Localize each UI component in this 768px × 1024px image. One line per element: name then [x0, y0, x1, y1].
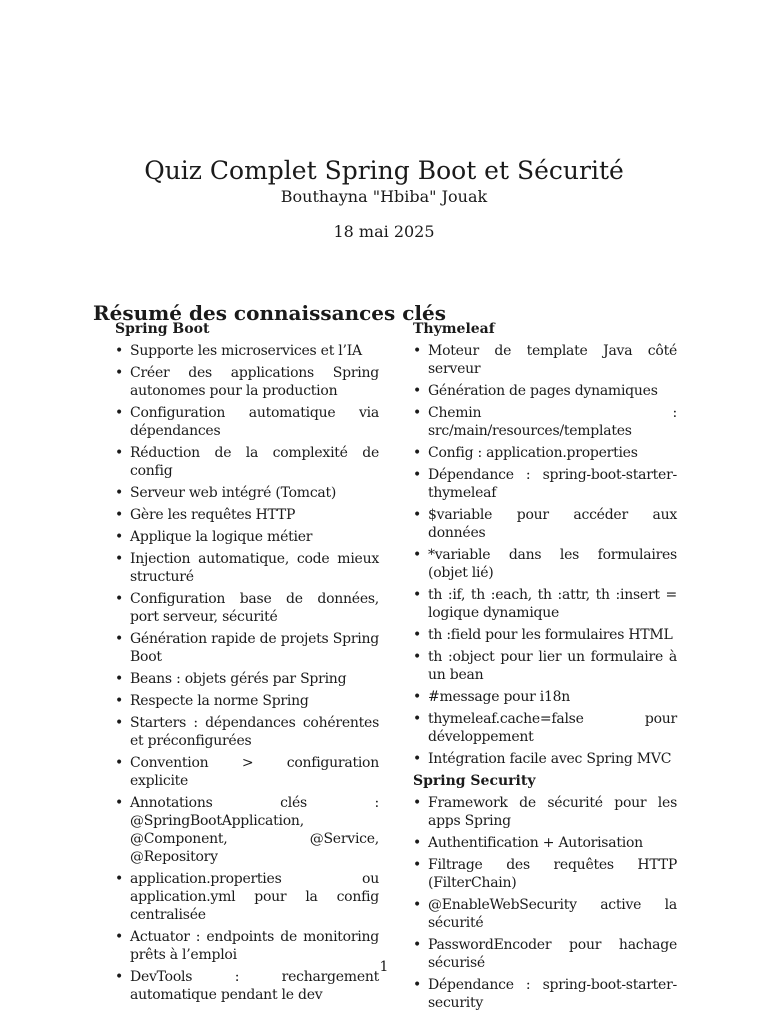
list-item: • thymeleaf.cache=false pour développement — [413, 710, 677, 746]
list-item: • $variable pour accéder aux données — [413, 506, 677, 542]
list-item: • PasswordEncoder pour hachage sécurisé — [413, 936, 677, 972]
spring-boot-heading: Spring Boot — [115, 321, 210, 337]
list-item: • Starters : dépendances cohérentes et préconfigurées — [115, 714, 379, 750]
list-item: • DevTools : rechargement automatique pendant le dev — [115, 968, 379, 1004]
list-item: • Injection automatique, code mieux structuré — [115, 550, 379, 586]
left-column — [115, 318, 379, 1008]
list-item: • Créer des applications Spring autonomes pour la production — [115, 364, 379, 400]
list-item: • Chemin : src/main/resources/templates — [413, 404, 677, 440]
list-item: • Framework de sécurité pour les apps Spring — [413, 794, 677, 830]
list-item: • Respecte la norme Spring — [115, 692, 379, 710]
list-item: • Applique la logique métier — [115, 528, 379, 546]
list-item: • Supporte les microservices et l’IA — [115, 342, 379, 360]
author: Bouthayna "Hbiba" Jouak — [280, 187, 488, 206]
list-item: • Configuration automatique via dépendances — [115, 404, 379, 440]
list-item: • Actuator : endpoints de monitoring prêts à l’emploi — [115, 928, 379, 964]
right-column — [413, 318, 677, 1016]
spring-boot-list — [115, 342, 379, 1004]
list-item: • Moteur de template Java côté serveur — [413, 342, 677, 378]
thymeleaf-list — [413, 342, 677, 768]
list-item: • *variable dans les formulaires (objet lié) — [413, 546, 677, 582]
list-item: • @EnableWebSecurity active la sécurité — [413, 896, 677, 932]
page-number: 1 — [379, 959, 389, 975]
list-item: • Beans : objets gérés par Spring — [115, 670, 379, 688]
list-item: • Gère les requêtes HTTP — [115, 506, 379, 524]
list-item: • Filtrage des requêtes HTTP (FilterChain) — [413, 856, 677, 892]
list-item: • #message pour i18n — [413, 688, 677, 706]
list-item: • th :field pour les formulaires HTML — [413, 626, 677, 644]
section-title: Résumé des connaissances clés — [93, 300, 446, 325]
list-item: • Dépendance : spring-boot-starter-thymeleaf — [413, 466, 677, 502]
date: 18 mai 2025 — [333, 222, 435, 241]
list-item: • Annotations clés : @SpringBootApplication, @Component, @Service, @Repository — [115, 794, 379, 866]
list-item: • Configuration base de données, port serveur, sécurité — [115, 590, 379, 626]
list-item: • th :object pour lier un formulaire à un bean — [413, 648, 677, 684]
list-item: • Dépendance : spring-boot-starter-security — [413, 976, 677, 1012]
list-item: • Serveur web intégré (Tomcat) — [115, 484, 379, 502]
list-item: • th :if, th :each, th :attr, th :insert = logique dynamique — [413, 586, 677, 622]
list-item: • Intégration facile avec Spring MVC — [413, 750, 677, 768]
list-item: • Authentification + Autorisation — [413, 834, 677, 852]
list-item: • Config : application.properties — [413, 444, 677, 462]
list-item: • application.properties ou application.yml pour la config centralisée — [115, 870, 379, 924]
spring-security-heading: Spring Security — [413, 773, 536, 789]
thymeleaf-heading: Thymeleaf — [413, 321, 495, 337]
document-title: Quiz Complet Spring Boot et Sécurité — [144, 155, 624, 185]
list-item: • Convention > configuration explicite — [115, 754, 379, 790]
spring-security-list — [413, 794, 677, 1012]
list-item: • Génération rapide de projets Spring Boot — [115, 630, 379, 666]
list-item: • Génération de pages dynamiques — [413, 382, 677, 400]
list-item: • Réduction de la complexité de config — [115, 444, 379, 480]
